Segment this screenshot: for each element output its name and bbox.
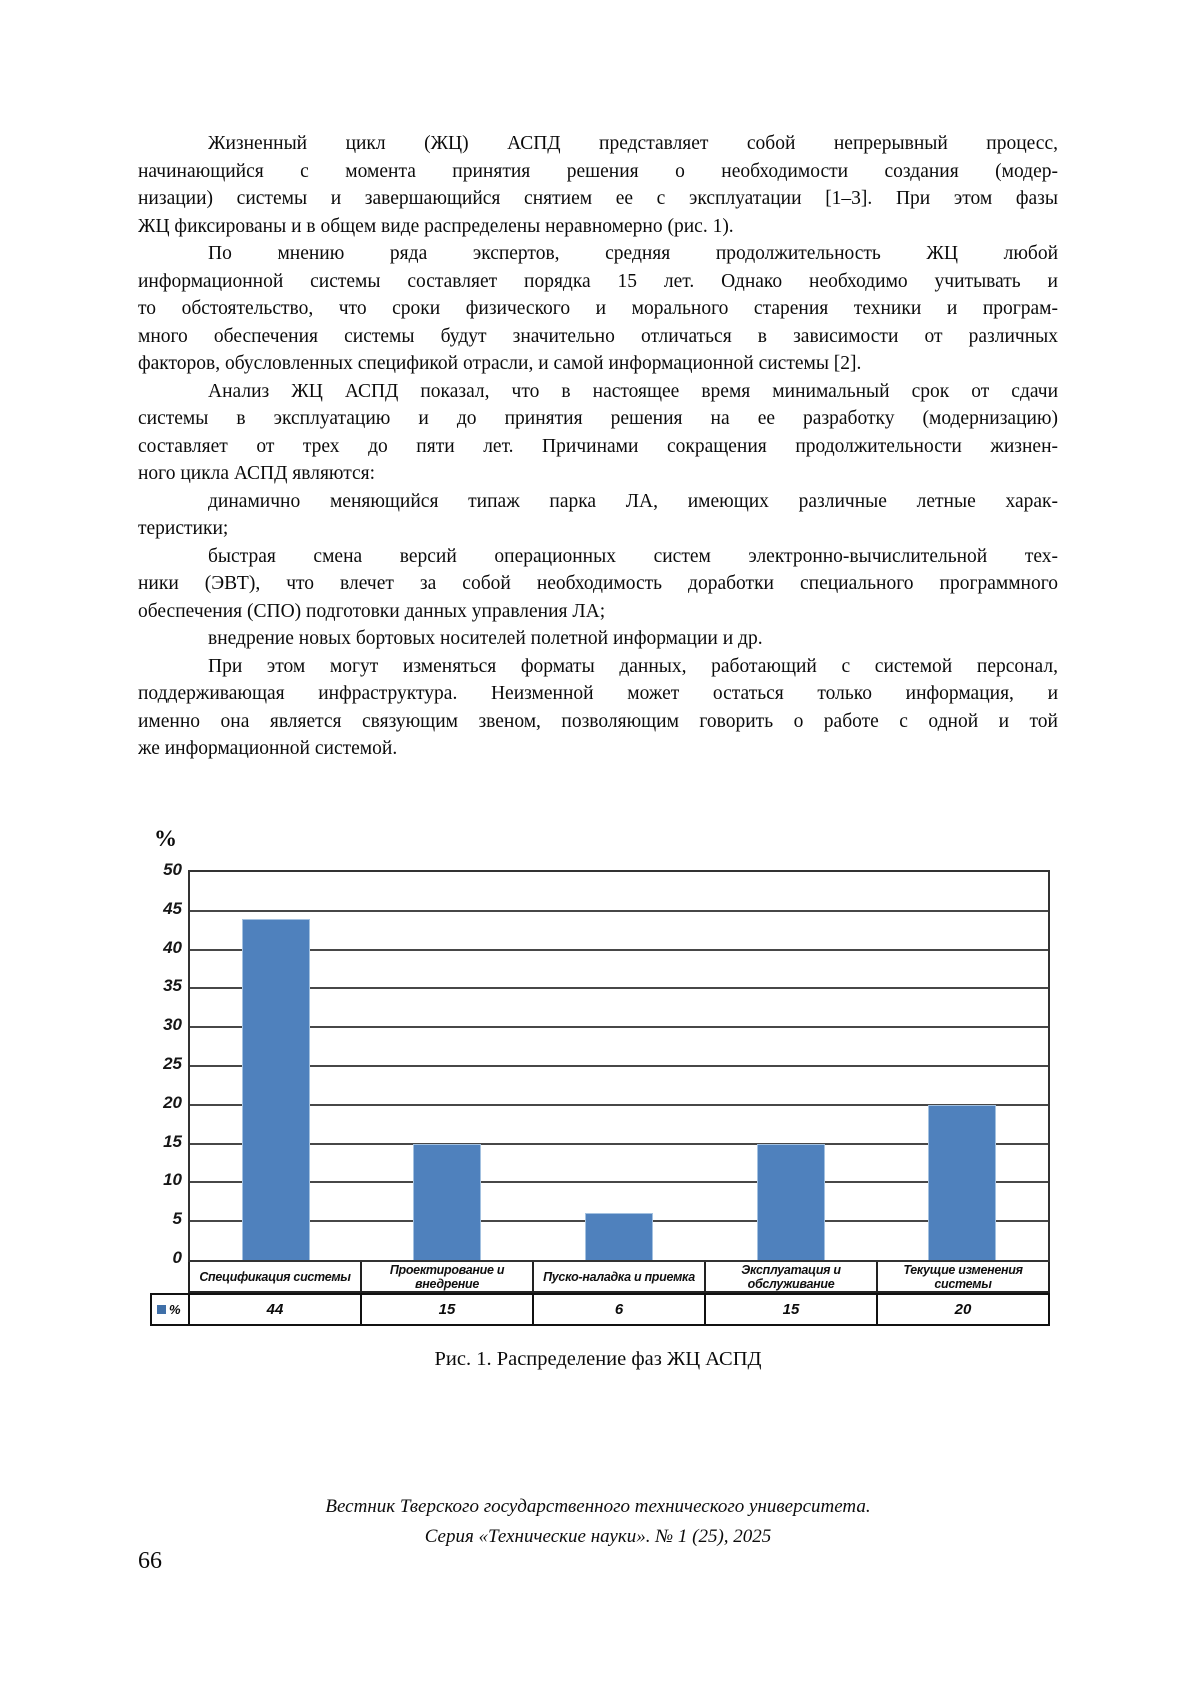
gridline bbox=[190, 949, 1048, 951]
bar bbox=[928, 1105, 996, 1260]
series-name-label: % bbox=[169, 1302, 181, 1317]
text-line: быстрая смена версий операционных систем электронно-вычислительной тех- bbox=[208, 545, 1058, 567]
text-line: теристики; bbox=[138, 518, 229, 539]
paragraph bbox=[138, 543, 1058, 626]
figure-caption: Рис. 1. Распределение фаз ЖЦ АСПД bbox=[434, 1348, 762, 1370]
bar bbox=[585, 1213, 653, 1260]
text-line: факторов, обусловленных спецификой отрасли, и самой информационной системы [2]. bbox=[138, 353, 862, 374]
paragraph bbox=[138, 130, 1058, 240]
paragraph bbox=[138, 240, 1058, 378]
text-line: обеспечения (СПО) подготовки данных управления ЛА; bbox=[138, 600, 606, 622]
gridline bbox=[190, 1104, 1048, 1106]
text-line: Жизненный цикл (ЖЦ) АСПД представляет собой непрерывный процесс, bbox=[208, 133, 1058, 154]
bar bbox=[242, 919, 310, 1260]
y-axis-tick: 35 bbox=[163, 976, 182, 996]
y-axis-tick: 0 bbox=[172, 1248, 182, 1267]
text-line: начинающийся с момента принятия решения о необходимости создания (модер- bbox=[138, 160, 1058, 182]
paragraph bbox=[138, 625, 1058, 653]
category-cell: Спецификация системы bbox=[190, 1262, 362, 1291]
gridline bbox=[190, 1181, 1048, 1183]
legend-cell bbox=[152, 1295, 190, 1324]
value-cell: 15 bbox=[706, 1295, 878, 1324]
text-line: поддерживающая инфраструктура. Неизменной может остаться только информация, и bbox=[138, 683, 1058, 704]
y-axis-tick: 45 bbox=[163, 898, 182, 918]
value-cell: 15 bbox=[362, 1295, 534, 1324]
category-cell: Текущие изменения системы bbox=[903, 1262, 1023, 1291]
gridline bbox=[190, 987, 1048, 989]
footer-line-2: Серия «Технические науки». № 1 (25), 2025 bbox=[424, 1526, 772, 1547]
text-line: низации) системы и завершающийся снятием ее с эксплуатации [1–3]. При этом фазы bbox=[138, 188, 1058, 209]
bar bbox=[413, 1144, 481, 1260]
text-line: По мнению ряда экспертов, средняя продолжительность ЖЦ любой bbox=[208, 243, 1058, 264]
text-line: внедрение новых бортовых носителей полетной информации и др. bbox=[208, 628, 763, 649]
y-axis-tick: 15 bbox=[163, 1131, 182, 1151]
y-axis-tick: 20 bbox=[163, 1092, 182, 1112]
category-cell: Проектирование и внедрение bbox=[362, 1262, 534, 1291]
text-line: составляет от трех до пяти лет. Причинами сокращения продолжительности жизнен- bbox=[138, 435, 1058, 457]
footer-line-1: Вестник Тверского государственного технического университета. bbox=[325, 1496, 871, 1517]
y-axis-tick: 50 bbox=[163, 860, 182, 879]
text-line: системы в эксплуатацию и до принятия решения на ее разработку (модернизацию) bbox=[138, 408, 1058, 429]
text-line: же информационной системой. bbox=[138, 738, 398, 759]
gridline bbox=[190, 1065, 1048, 1067]
bar bbox=[757, 1144, 825, 1260]
y-axis-tick: 25 bbox=[163, 1054, 182, 1073]
value-cell: 44 bbox=[190, 1295, 362, 1324]
text-line: ного цикла АСПД являются: bbox=[138, 463, 376, 484]
footer bbox=[138, 1492, 1058, 1552]
text-line: то обстоятельство, что сроки физического и морального старения техники и програм- bbox=[138, 298, 1058, 319]
text-block bbox=[138, 130, 1058, 763]
gridline bbox=[190, 910, 1048, 912]
paragraph bbox=[138, 488, 1058, 543]
y-axis-tick: 10 bbox=[163, 1170, 182, 1190]
text-line: Анализ ЖЦ АСПД показал, что в настоящее время минимальный срок от сдачи bbox=[208, 380, 1058, 402]
y-axis-tick: 5 bbox=[172, 1209, 182, 1229]
gridline bbox=[190, 1143, 1048, 1145]
text-line: ЖЦ фиксированы и в общем виде распределены неравномерно (рис. 1). bbox=[138, 215, 734, 237]
y-axis-unit-label: % bbox=[154, 826, 177, 851]
text-line: много обеспечения системы будут значительно отличаться в зависимости от различных bbox=[138, 325, 1058, 347]
paragraph bbox=[138, 378, 1058, 488]
category-cell: Пуско-наладка и приемка bbox=[534, 1262, 706, 1291]
text-line: информационной системы составляет порядка 15 лет. Однако необходимо учитывать и bbox=[138, 270, 1058, 292]
plot-area bbox=[188, 870, 1050, 1262]
text-line: ники (ЭВТ), что влечет за собой необходимость доработки специального программного bbox=[138, 573, 1058, 594]
series-swatch-icon bbox=[157, 1305, 166, 1314]
value-cell: 20 bbox=[954, 1301, 972, 1318]
value-cell: 6 bbox=[534, 1295, 706, 1324]
text-line: именно она является связующим звеном, позволяющим говорить о работе с одной и той bbox=[138, 710, 1058, 732]
y-axis-tick: 30 bbox=[163, 1015, 182, 1035]
value-row bbox=[150, 1293, 1050, 1326]
gridline bbox=[190, 1026, 1048, 1028]
text-line: При этом могут изменяться форматы данных, работающий с системой персонал, bbox=[208, 655, 1058, 677]
y-axis-tick: 40 bbox=[163, 937, 182, 957]
category-cell: Эксплуатация и обслуживание bbox=[706, 1262, 878, 1291]
paragraph bbox=[138, 653, 1058, 763]
figure-chart bbox=[150, 812, 1050, 1332]
category-row bbox=[188, 1262, 1050, 1293]
text-line: динамично меняющийся типаж парка ЛА, имеющих различные летные харак- bbox=[208, 490, 1058, 512]
page-number: 66 bbox=[138, 1548, 162, 1574]
